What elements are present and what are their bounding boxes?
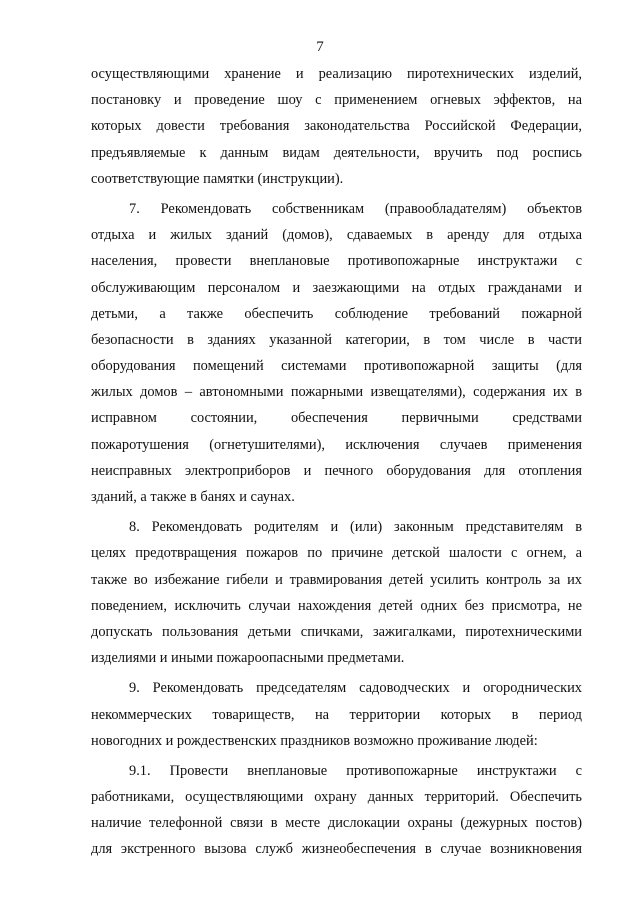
- text-line: постановку и проведение шоу с применением огневых эффектов, на: [91, 92, 582, 109]
- paragraph-continuation: [91, 61, 582, 192]
- text-line: новогодних и рождественских праздников возможно проживание людей:: [91, 732, 538, 749]
- text-line: осуществляющими хранение и реализацию пиротехнических изделий,: [91, 66, 582, 82]
- text-line: детьми, а также обеспечить соблюдение требований пожарной: [91, 305, 582, 322]
- paragraph-item-9: [91, 675, 582, 754]
- text-line: также во избежание гибели и травмирования детей усилить контроль за их: [91, 571, 582, 588]
- text-line: оборудования помещений системами противопожарной защиты (для: [91, 358, 582, 375]
- text-line: исправном состоянии, обеспечения первичными средствами: [91, 410, 582, 427]
- text-line: соответствующие памятки (инструкции).: [91, 170, 344, 187]
- text-line: 7. Рекомендовать собственникам (правообладателям) объектов: [129, 200, 582, 217]
- text-line: работниками, осуществляющими охрану данных территорий. Обеспечить: [91, 789, 582, 806]
- text-line: которых довести требования законодательства Российской Федерации,: [91, 118, 582, 135]
- text-line: 9. Рекомендовать председателям садоводческих и огороднических: [129, 680, 582, 697]
- text-line: наличие телефонной связи в месте дислокации охраны (дежурных постов): [91, 815, 582, 832]
- text-line: целях предотвращения пожаров по причине детской шалости с огнем, а: [91, 545, 582, 562]
- page-number: 7: [316, 39, 324, 55]
- text-line: населения, провести внеплановые противопожарные инструктажи с: [91, 253, 582, 270]
- paragraph-item-9-1: [91, 758, 582, 863]
- text-line: пожаротушения (огнетушителями), исключения случаев применения: [91, 436, 582, 453]
- document-body: [91, 61, 582, 863]
- paragraph-item-7: [91, 196, 582, 510]
- text-line: поведением, исключить случаи нахождения детей одних без присмотра, не: [91, 597, 582, 614]
- text-line: безопасности в зданиях указанной категории, в том числе в части: [91, 331, 582, 348]
- text-line: зданий, а также в банях и саунах.: [91, 489, 295, 505]
- text-line: предъявляемые к данным видам деятельности, вручить под роспись: [91, 144, 582, 161]
- text-line: 8. Рекомендовать родителям и (или) законным представителям в: [129, 519, 582, 536]
- text-line: для экстренного вызова служб жизнеобеспечения в случае возникновения: [91, 841, 582, 858]
- text-line: изделиями и иными пожароопасными предметами.: [91, 650, 405, 667]
- text-line: 9.1. Провести внеплановые противопожарные инструктажи с: [129, 762, 582, 779]
- text-line: отдыха и жилых зданий (домов), сдаваемых в аренду для отдыха: [91, 227, 582, 244]
- text-line: жилых домов – автономными пожарными извещателями), содержания их в: [91, 384, 582, 401]
- paragraph-item-8: [91, 514, 582, 671]
- text-line: обслуживающим персоналом и заезжающими на отдых гражданами и: [91, 279, 582, 296]
- text-line: допускать пользования детьми спичками, зажигалками, пиротехническими: [91, 623, 582, 640]
- text-line: некоммерческих товариществ, на территории которых в период: [91, 706, 582, 723]
- text-line: неисправных электроприборов и печного оборудования для отопления: [91, 462, 582, 479]
